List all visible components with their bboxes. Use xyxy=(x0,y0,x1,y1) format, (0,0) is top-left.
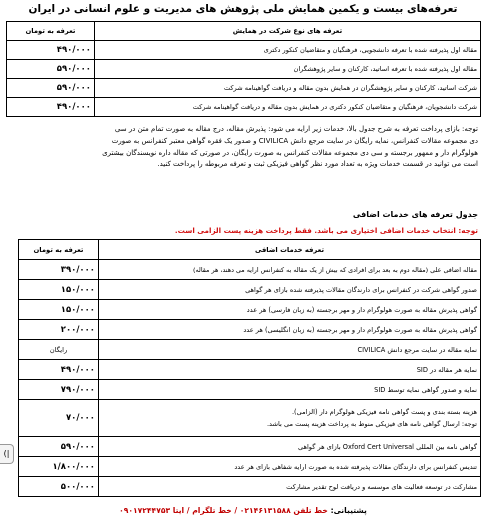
table-row xyxy=(19,477,481,497)
service-type-cell: نمایه مقاله در سایت مرجع دانش CIVILICA xyxy=(99,340,481,360)
table-row xyxy=(7,79,481,98)
table-row xyxy=(7,98,481,117)
side-widget-handle[interactable]: (| xyxy=(0,444,14,464)
fee-type-cell: شرکت اساتید، کارکنان و سایر پژوهشگران در همایش بدون مقاله و دریافت گواهینامه شرکت xyxy=(95,79,481,98)
service-type-cell: گواهی پذیرش مقاله به صورت هولوگرام دار و مهر برجسته (به زبان انگلیسی) هر عدد xyxy=(99,320,481,340)
service-price-cell: ۷۰/۰۰۰ xyxy=(19,400,99,437)
service-price-cell: ۲۰۰/۰۰۰ xyxy=(19,320,99,340)
fee-type-cell: شرکت دانشجویان، فرهنگیان و متقاضیان کنکور دکتری در همایش بدون مقاله و دریافت گواهینامه شرکت xyxy=(95,98,481,117)
postage-description: هزینه بسته بندی و پست گواهی نامه فیزیکی هولوگرام دار (الزامی). xyxy=(291,408,477,416)
extra-services-heading: جدول تعرفه های خدمات اضافی xyxy=(352,210,478,219)
column-header-type: تعرفه های نوع شرکت در همایش xyxy=(95,22,481,41)
optional-services-warning: توجه: انتخاب خدمات اضافی اختیاری می باشد. فقط پرداخت هزینه پست الزامی است. xyxy=(174,226,478,235)
column-header-price: تعرفه به تومان xyxy=(19,240,99,260)
table-header-row xyxy=(19,240,481,260)
service-price-cell: رایگان xyxy=(19,340,99,360)
service-type-cell: نمایه هر مقاله در SID xyxy=(99,360,481,380)
fee-price-cell: ۴۹۰/۰۰۰ xyxy=(7,98,95,117)
service-type-cell: گواهی نامه بین المللی Oxford Cert Universal بازای هر گواهی xyxy=(99,437,481,457)
service-price-cell: ۱/۸۰۰/۰۰۰ xyxy=(19,457,99,477)
page-title: تعرفه‌های بیست و یکمین همایش ملی پژوهش های مدیریت و علوم انسانی در ایران xyxy=(28,3,458,15)
service-price-cell: ۳۹۰/۰۰۰ xyxy=(19,260,99,280)
table-row xyxy=(19,320,481,340)
extra-services-table xyxy=(18,239,481,497)
fee-type-cell: مقاله اول پذیرفته شده با تعرفه دانشجویی، فرهنگیان و متقاضیان کنکور دکتری xyxy=(95,41,481,60)
fee-price-cell: ۴۹۰/۰۰۰ xyxy=(7,41,95,60)
service-price-cell: ۷۹۰/۰۰۰ xyxy=(19,380,99,400)
table-row xyxy=(19,280,481,300)
column-header-type: تعرفه خدمات اضافی xyxy=(99,240,481,260)
fee-price-cell: ۵۹۰/۰۰۰ xyxy=(7,79,95,98)
service-type-cell: صدور گواهی شرکت در کنفرانس برای دارندگان مقالات پذیرفته شده بازای هر گواهی xyxy=(99,280,481,300)
table-row xyxy=(19,340,481,360)
service-price-cell: ۵۰۰/۰۰۰ xyxy=(19,477,99,497)
service-type-cell xyxy=(99,400,481,437)
note-line: توجه: بازای پرداخت تعرفه به شرح جدول بالا، خدمات زیر ارایه می شود: پذیرش مقاله، درج مقاله به صورت تمام متن در سی xyxy=(114,125,478,133)
participation-fees-table xyxy=(6,21,481,117)
table-row xyxy=(19,260,481,280)
service-type-cell: نمایه و صدور گواهی نمایه توسط SID xyxy=(99,380,481,400)
postage-note: توجه: ارسال گواهی نامه های فیزیکی منوط به پرداخت هزینه پست می باشد. xyxy=(266,420,477,428)
fee-price-cell: ۵۹۰/۰۰۰ xyxy=(7,60,95,79)
service-type-cell: گواهی پذیرش مقاله به صورت هولوگرام دار و مهر برجسته (به زبان فارسی) هر عدد xyxy=(99,300,481,320)
fee-type-cell: مقاله اول پذیرفته شده با تعرفه اساتید، کارکنان و سایر پژوهشگران xyxy=(95,60,481,79)
service-type-cell: مشارکت در توسعه فعالیت های موسسه و دریافت لوح تقدیر مشارکت xyxy=(99,477,481,497)
table-header-row xyxy=(7,22,481,41)
services-note xyxy=(6,124,478,171)
support-footer xyxy=(0,506,486,515)
table-row xyxy=(19,360,481,380)
note-line: هولوگرام دار و ممهور برجسته و سی دی مجموعه مقالات کنفرانس به صورت رایگان، در صورتی که مقاله داره نویسندگان بیشتری xyxy=(102,148,478,157)
table-row xyxy=(19,437,481,457)
table-row xyxy=(19,300,481,320)
column-header-price: تعرفه به تومان xyxy=(7,22,95,41)
service-price-cell: ۴۹۰/۰۰۰ xyxy=(19,360,99,380)
table-row xyxy=(19,457,481,477)
note-line: است می توانید در قسمت خدمات ویژه به تعداد مورد نظر گواهی فیزیکی ثبت و تعرفه مربوطه را پرداخت کنید. xyxy=(157,160,478,169)
support-contact: خط تلفن ۰۲۱۴۶۱۳۱۵۸۸ / خط تلگرام / ایتا ۰۹۰۱۷۲۴۴۷۵۳ xyxy=(119,506,328,515)
support-label: پشتیبانی: xyxy=(330,506,367,515)
service-price-cell: ۵۹۰/۰۰۰ xyxy=(19,437,99,457)
service-type-cell: تندیس کنفرانس برای دارندگان مقالات پذیرفته شده به صورت ارایه شفاهی بازای هر عدد xyxy=(99,457,481,477)
table-row xyxy=(19,380,481,400)
service-type-cell: مقاله اضافی علی (مقاله دوم به بعد برای افرادی که بیش از یک مقاله به کنفرانس ارایه می دهند، هر مقاله) xyxy=(99,260,481,280)
service-price-cell: ۱۵۰/۰۰۰ xyxy=(19,300,99,320)
table-row xyxy=(7,41,481,60)
service-price-cell: ۱۵۰/۰۰۰ xyxy=(19,280,99,300)
table-row xyxy=(19,400,481,437)
note-line: دی مجموعه مقالات کنفرانس، نمایه رایگان در سایت مرجع دانش CIVILICA و صدور یک فقره گواهی معتبر کنفرانس به صورت xyxy=(111,136,478,145)
table-row xyxy=(7,60,481,79)
